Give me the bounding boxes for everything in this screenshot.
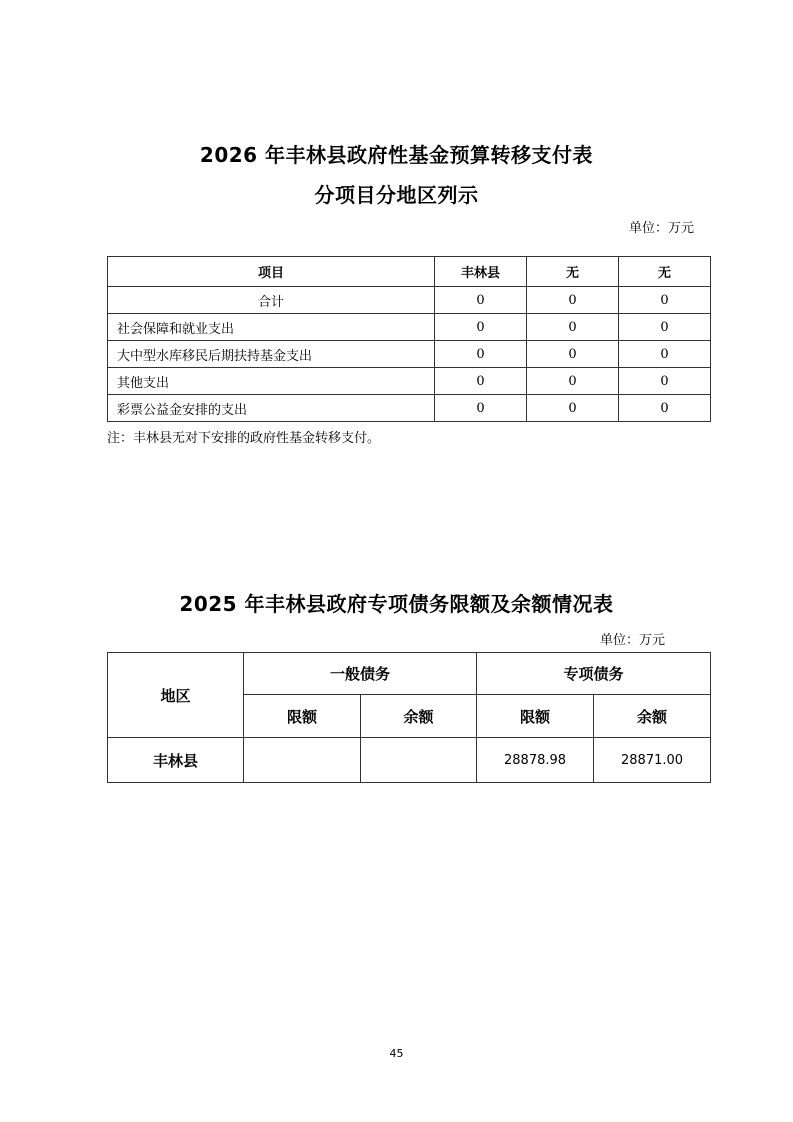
special-balance-cell: 28871.00 [594,738,711,783]
table-row [108,314,711,341]
table1-note: 注：丰林县无对下安排的政府性基金转移支付。 [107,431,381,446]
cell-value: 0 [619,395,711,422]
header-fenglin: 丰林县 [435,257,527,287]
row-label: 社会保障和就业支出 [108,314,435,341]
cell-value: 0 [435,341,527,368]
cell-value: 0 [527,314,619,341]
header-item: 项目 [108,257,435,287]
cell-value: 0 [527,287,619,314]
row-label: 彩票公益金安排的支出 [108,395,435,422]
cell-value: 0 [527,368,619,395]
cell-value: 0 [619,314,711,341]
header-general-debt: 一般债务 [244,653,477,695]
cell-value: 0 [435,287,527,314]
header-none-1: 无 [527,257,619,287]
cell-value: 0 [619,368,711,395]
table-row [108,287,711,314]
region-cell: 丰林县 [108,738,244,783]
table-row [108,368,711,395]
table-header-row [108,653,711,695]
row-label: 其他支出 [108,368,435,395]
table-row [108,395,711,422]
table1-unit: 单位：万元 [629,221,695,236]
general-limit-cell [244,738,361,783]
header-region: 地区 [108,653,244,738]
cell-value: 0 [527,395,619,422]
row-label: 大中型水库移民后期扶持基金支出 [108,341,435,368]
cell-value: 0 [527,341,619,368]
table-header-row [108,257,711,287]
table-row [108,738,711,783]
general-balance-cell [361,738,477,783]
row-label: 合计 [108,287,435,314]
header-general-limit: 限额 [244,695,361,738]
header-general-balance: 余额 [361,695,477,738]
cell-value: 0 [619,287,711,314]
header-special-debt: 专项债务 [477,653,711,695]
debt-limit-table [107,652,711,783]
table1-title: 2026 年丰林县政府性基金预算转移支付表 [199,143,594,167]
transfer-payment-table [107,256,711,422]
table2-title: 2025 年丰林县政府专项债务限额及余额情况表 [179,592,614,616]
cell-value: 0 [435,368,527,395]
table2-unit: 单位：万元 [600,633,666,648]
header-none-2: 无 [619,257,711,287]
special-limit-cell: 28878.98 [477,738,594,783]
page-number: 45 [389,1047,404,1060]
header-special-balance: 余额 [594,695,711,738]
cell-value: 0 [435,314,527,341]
cell-value: 0 [619,341,711,368]
table-row [108,341,711,368]
header-special-limit: 限额 [477,695,594,738]
cell-value: 0 [435,395,527,422]
table1-subtitle: 分项目分地区列示 [314,183,479,207]
